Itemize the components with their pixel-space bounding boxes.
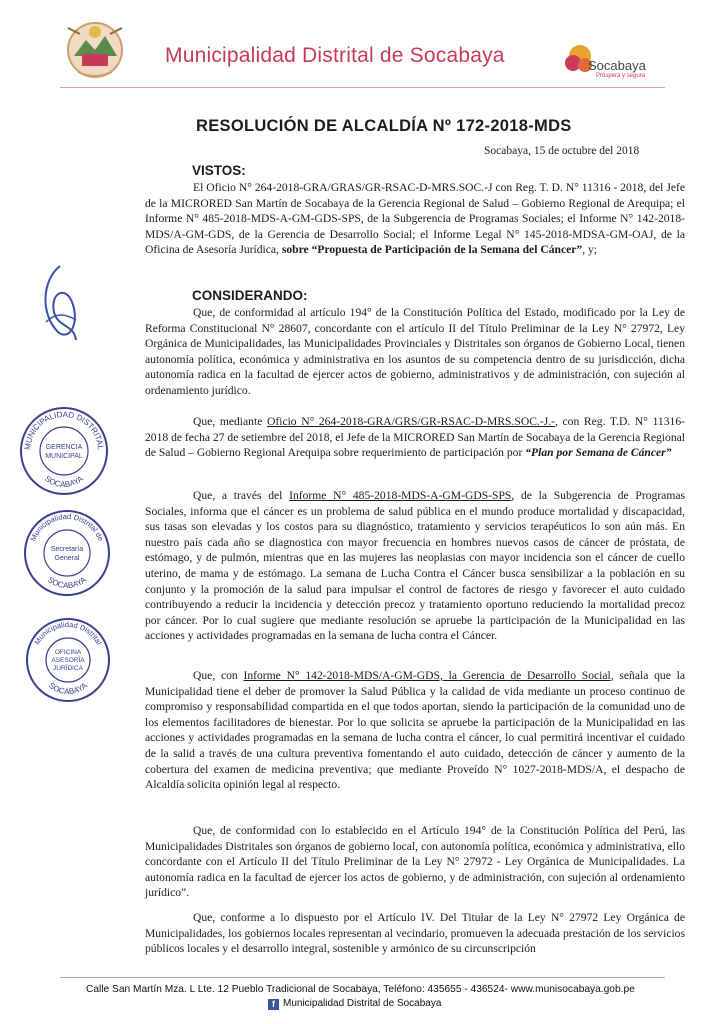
- footer-facebook-label: Municipalidad Distrital de Socabaya: [283, 998, 442, 1009]
- stamp2-center-line2: General: [54, 555, 80, 562]
- brand-name: Socabaya: [588, 58, 646, 73]
- svg-text:Municipalidad Distrital: [32, 620, 103, 647]
- stamp3-center-line2: ASESORÍA: [51, 657, 85, 664]
- resolution-date: Socabaya, 15 de octubre del 2018: [484, 145, 640, 157]
- stamp2-bottom-text: SOCABAYA: [46, 575, 88, 591]
- stamp2-top-text: Municipalidad Distrital de: [28, 511, 106, 543]
- stamp3-center-line3: JURÍDICA: [53, 665, 83, 672]
- svg-text:SOCABAYA: [47, 681, 89, 697]
- resolution-title: RESOLUCIÓN DE ALCALDÍA Nº 172-2018-MDS: [196, 117, 572, 135]
- svg-text:SOCABAYA: [46, 575, 88, 590]
- header-title: Municipalidad Distrital de Socabaya: [165, 44, 505, 67]
- svg-text:SOCABAYA: [43, 474, 85, 489]
- stamp2-center-line1: Secretaría: [50, 546, 84, 553]
- stamp1-center-line1: GERENCIA: [45, 444, 83, 451]
- footer-facebook: [268, 998, 441, 1010]
- brand-tagline: Próspera y segura: [596, 73, 646, 79]
- vistos-paragraph: El Oficio N° 264-2018-GRA/GRAS/GR-RSAC-D-MRS.SOC.-J con Reg. T. D. N° 11316 - 2018, del Jefe de la MICRORED San Martín de Socabaya de la Gerencia Regional de Salud – Gobierno Regional de Arequipa; el Informe N° 485-2018-MDS-A-GM-GDS-SPS, de la Subgerencia de Programas Sociales; el Informe N° 142-2018-MDS/A-GM-GDS, de la Gerencia de Desarrollo Social; el Informe Legal N° 145-2018-MDSA-GM-OAJ, de la Oficina de Asesoría Jurídica, sobre “Propuesta de Participación de la Semana del Cáncer”, y;: [145, 181, 685, 257]
- stamp1-bottom-text: SOCABAYA: [43, 474, 85, 490]
- stamp1-center-line2: MUNICIPAL: [45, 453, 83, 460]
- header-divider: [60, 87, 665, 88]
- stamp3-bottom-text: SOCABAYA: [47, 680, 89, 697]
- stamp1-top-text: MUNICIPALIDAD DISTRITAL: [22, 409, 106, 451]
- vistos-heading: VISTOS:: [192, 163, 246, 178]
- considerando-paragraph-4: Que, con Informe N° 142-2018-MDS/A-GM-GDS, la Gerencia de Desarrollo Social, señala que la Municipalidad tiene el deber de promover la Salud Pública y la calidad de vida mediante un proceso continuo de compromiso y responsabilidad compartida en el que todos aportan, siendo la participación de la comunidad uno de los elementos facilitadores de bienestar. Por lo que solicita se apruebe la participación de la Municipalidad en las acciones y actividades programadas en la semana de lucha contra el cáncer, lo cual permitirá incentivar el cuidado de la salid a través de una cultura preventiva fomentando el auto cuidado, detección de cáncer y aumento de la cobertura del examen de medicina preventiva; que mediante Proveído N° 1027-2018-MDS/A, el despacho de Alcaldía solicita opinión legal al respecto.: [145, 669, 685, 792]
- footer-divider: [60, 977, 665, 978]
- considerando-heading: CONSIDERANDO:: [192, 288, 308, 303]
- considerando-paragraph-2: Que, mediante Oficio N° 264-2018-GRA/GRS/GR-RSAC-D-MRS.SOC.-J.-, con Reg. T.D. N° 11316-2018 de fecha 27 de setiembre del 2018, el Jefe de la MICRORED San Martín de Socabaya de la Gerencia Regional de Salud – Gobierno Regional Arequipa sobre requerimiento de participación por “Plan por Semana de Cáncer”: [145, 415, 685, 460]
- footer-address: Calle San Martín Mza. L Lte. 12 Pueblo Tradicional de Socabaya, Teléfono: 435655 - 436524- www.munisocabaya.gob.pe: [86, 984, 635, 995]
- considerando-paragraph-5: Que, de conformidad con lo establecido en el Artículo 194° de la Constitución Política del Perú, las Municipalidades Distritales son órganos de gobierno local, con autonomía política, económica y administrativa, ello concordante con el Artículo II del Título Preliminar de la Ley N° 27972 - Ley Orgánica de Municipalidades. La autonomía radica en la facultad de ejercer los actos de gobierno, y de administración, con sujeción al ordenamiento jurídico”.: [145, 824, 685, 900]
- stamp3-center-line1: OFICINA: [54, 649, 82, 656]
- svg-text:Municipalidad Distrital de: [28, 512, 105, 543]
- considerando-paragraph-6: Que, conforme a lo dispuesto por el Artículo IV. Del Titular de la Ley N° 27972 Ley Orgánica de Municipalidades, los gobiernos locales representan al vecindario, promueven la adecuada prestación de los servicios públicos locales y el desarrollo integral, sostenible y armónico de su circunscripción: [145, 911, 685, 956]
- considerando-paragraph-3: Que, a través del Informe N° 485-2018-MDS-A-GM-GDS-SPS, de la Subgerencia de Programas Sociales, informa que el cáncer es un problema de salud pública en el mundo produce mortalidad y discapacidad, sus tasas son elevadas y los costos para su diagnóstico, tratamiento y servicios terapéuticos lo son aún más. En nuestro país cada año se diagnostica con mayor frecuencia en hombres nuevos casos de cáncer de próstata, de estómago, y de pulmón, mientras que en las mujeres las neoplasias con mayor incidencia son el cáncer de cuello uterino, de mama y de estómago. La semana de Lucha Contra el Cáncer busca sensibilizar a la población en su conjunto y la promoción de la salud para impulsar el control de factores de riesgo y favorecer el auto cuidado contribuyendo a reducir la incidencia y detección precoz y tratamiento oportuno reduciendo la mortalidad precoz por cáncer. Por lo cual sugiere que mediante resolución se apruebe la participación de la Municipalidad en las acciones y actividades programadas en la semana de lucha contra el Cáncer.: [145, 489, 686, 643]
- stamp3-top-text: Municipalidad Distrital: [32, 619, 104, 647]
- signature-scribble: [36, 262, 84, 346]
- stamp-gerencia-municipal: [18, 405, 110, 497]
- municipal-crest-logo: [64, 14, 126, 82]
- facebook-icon: f: [268, 999, 279, 1010]
- stamp-secretaria-general: [22, 508, 112, 598]
- considerando-paragraph-1: Que, de conformidad al artículo 194° de la Constitución Política del Estado, modificado por la Ley de Reforma Constitucional N° 28607, concordante con el artículo II del Título Preliminar de la Ley N° 27972, Ley Orgánica de Municipalidades, las Municipalidades Provinciales y Distritales son órganos de Gobierno Local, tienen autonomía política, económica y administrativa en los asuntos de su competencia dentro de su jurisdicción, dicha autonomía radica en la facultad de ejercer actos de gobierno, administrativos y de administración, con sujeción al ordenamiento jurídico.: [145, 306, 685, 397]
- stamp-asesoria-juridica: [24, 616, 112, 704]
